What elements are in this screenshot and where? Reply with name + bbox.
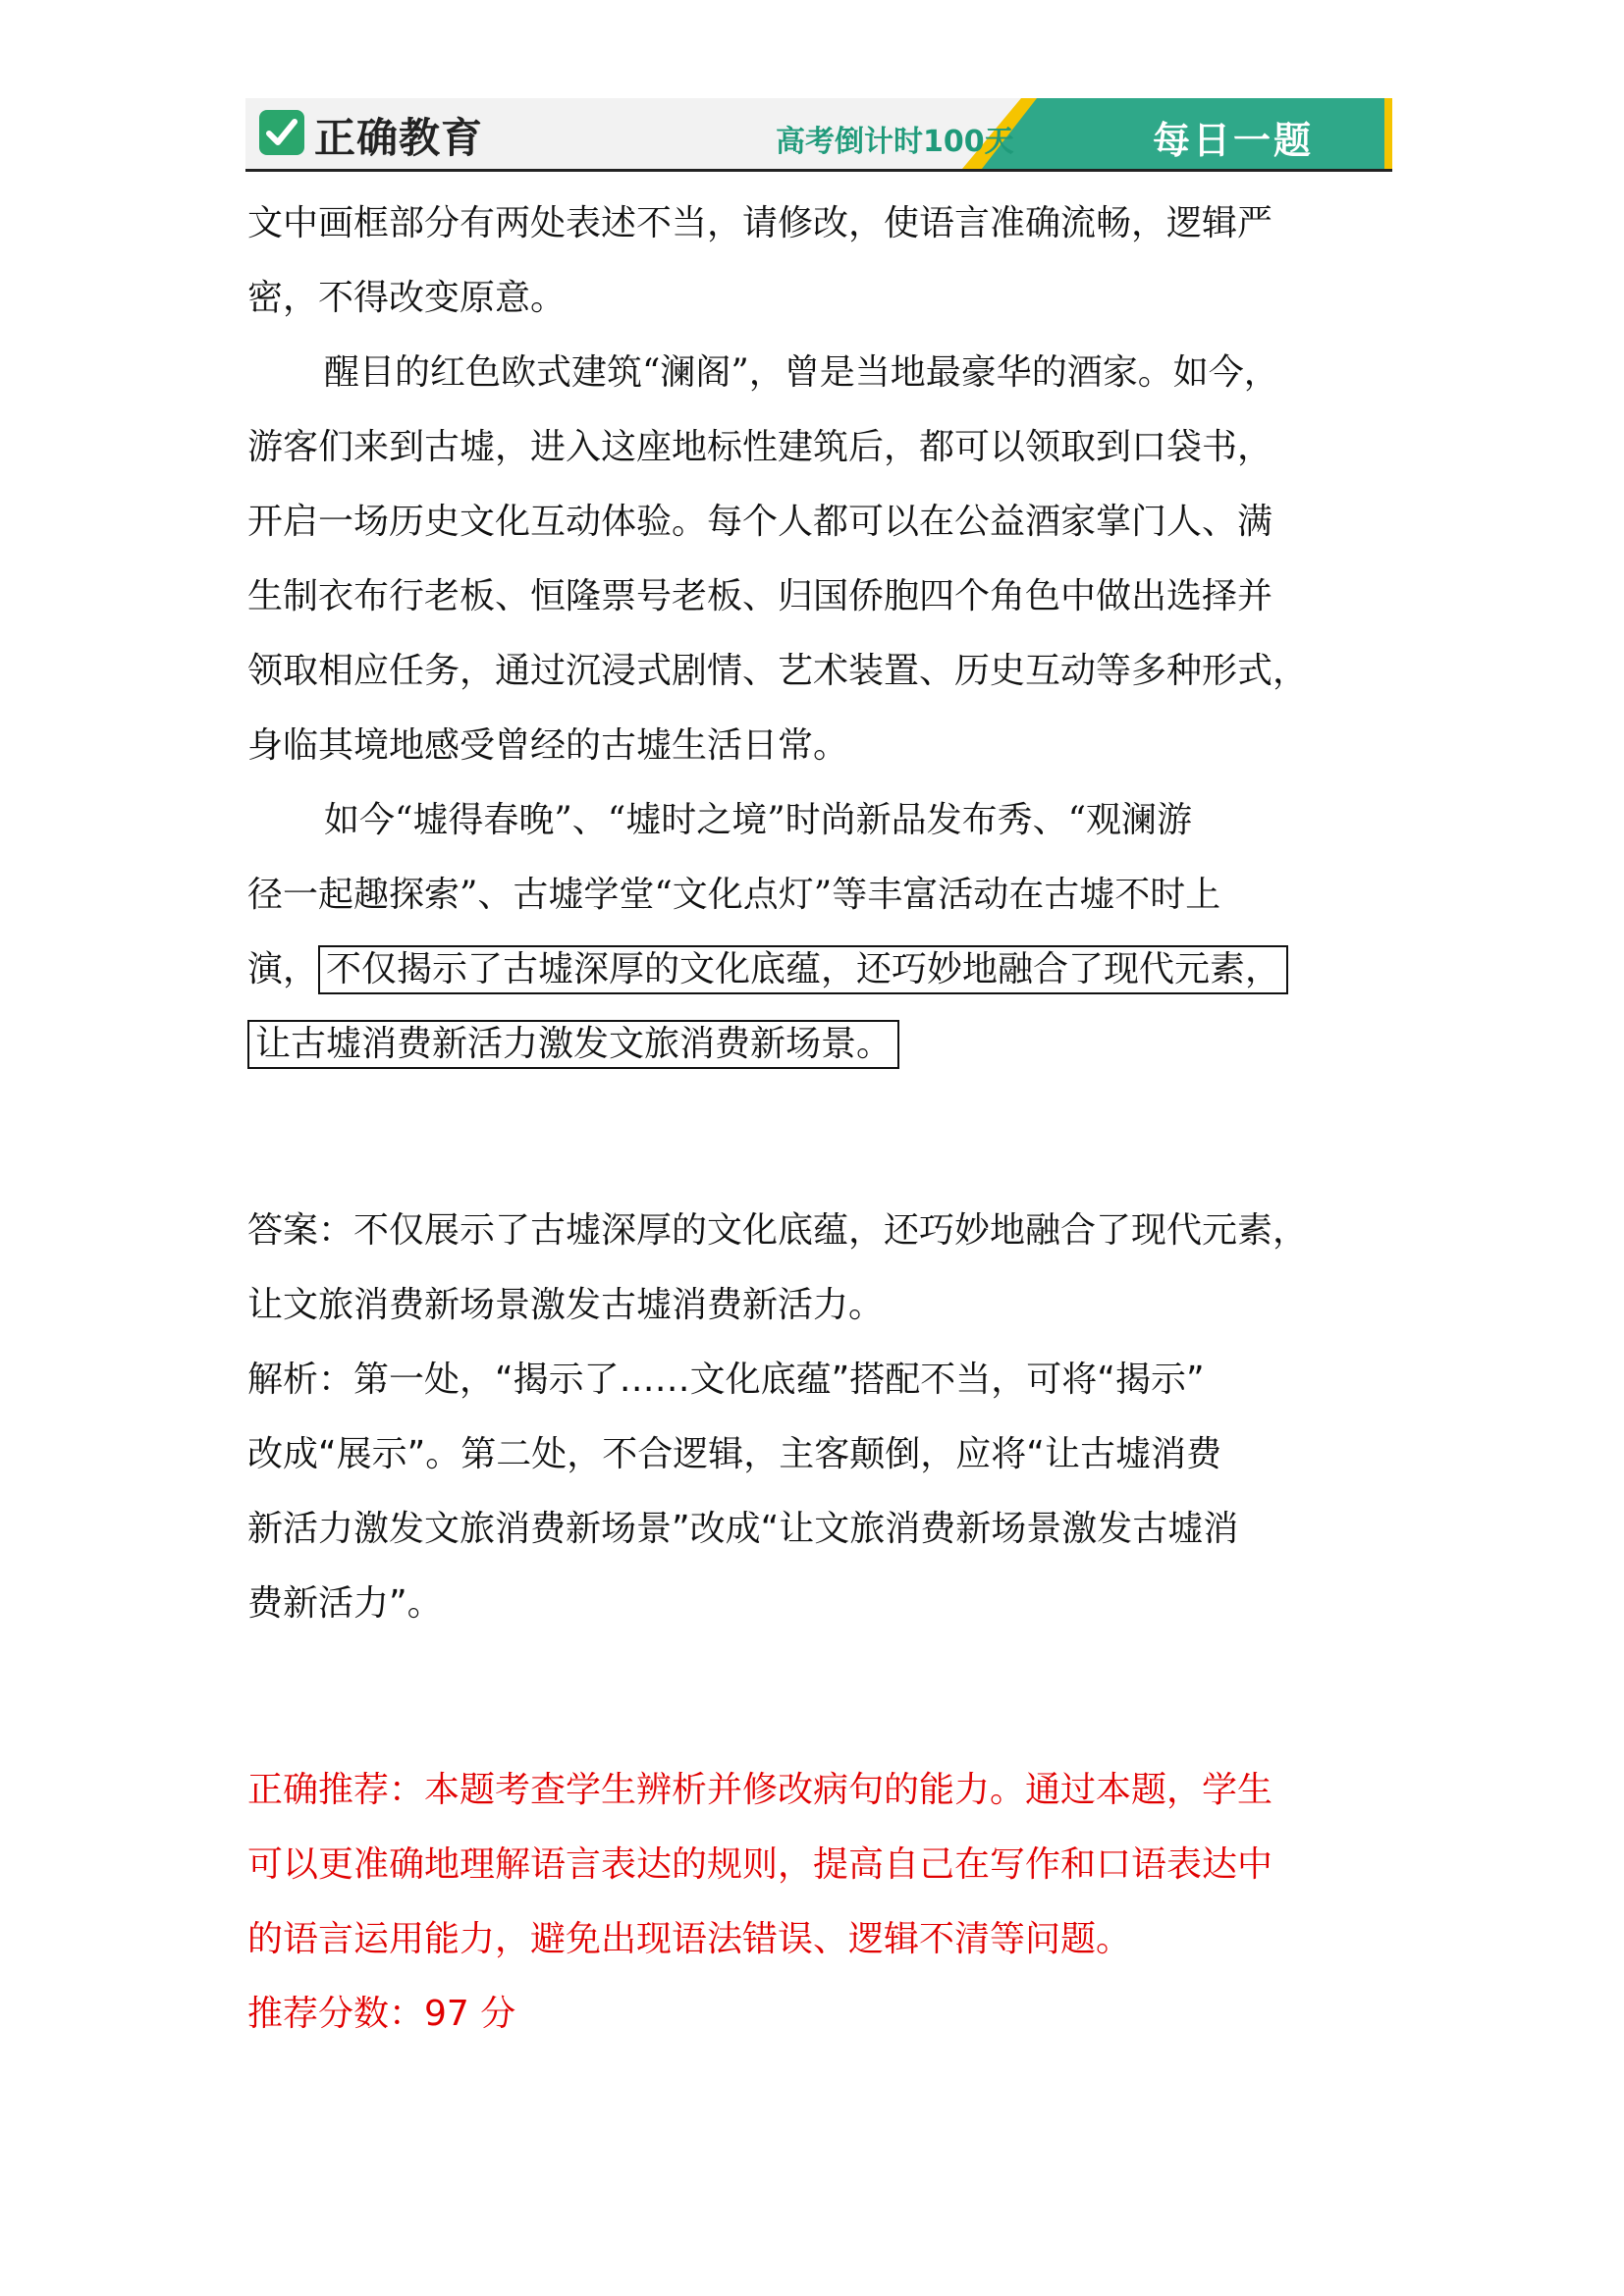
answer-line: 答案：不仅展示了古墟深厚的文化底蕴，还巧妙地融合了现代元素， — [247, 1210, 1309, 1251]
passage-line: 领取相应任务，通过沉浸式剧情、艺术装置、历史互动等多种形式， — [247, 651, 1309, 691]
recommend-score: 推荐分数：97 分 — [247, 1994, 516, 2034]
passage-line: 身临其境地感受曾经的古墟生活日常。 — [247, 725, 849, 766]
passage-line — [247, 933, 1406, 1007]
page-header — [245, 98, 1392, 171]
boxed-sentence-part-1: 不仅揭示了古墟深厚的文化底蕴，还巧妙地融合了现代元素， — [318, 945, 1288, 994]
passage-line — [247, 1007, 1406, 1082]
boxed-sentence-part-2: 让古墟消费新活力激发文旅消费新场景。 — [247, 1020, 899, 1069]
recommend-line: 可以更准确地理解语言表达的规则，提高自己在写作和口语表达中 — [247, 1844, 1273, 1885]
recommend-line: 正确推荐：本题考查学生辨析并修改病句的能力。通过本题，学生 — [247, 1770, 1273, 1810]
answer-line: 让文旅消费新场景激发古墟消费新活力。 — [247, 1285, 885, 1325]
analysis-line: 改成“展示”。第二处，不合逻辑，主客颠倒，应将“让古墟消费 — [247, 1434, 1221, 1474]
countdown-text: 高考倒计时100天 — [776, 125, 1014, 159]
daily-question-banner: 每日一题 — [1153, 119, 1315, 162]
document-body — [247, 187, 1406, 2052]
passage-line: 径一起趣探索”、古墟学堂“文化点灯”等丰富活动在古墟不时上 — [247, 875, 1221, 915]
brand-name: 正确教育 — [314, 114, 484, 162]
header-rule — [245, 169, 1392, 172]
prompt-line: 文中画框部分有两处表述不当，请修改，使语言准确流畅，逻辑严 — [247, 203, 1273, 243]
spacer — [247, 1082, 1406, 1194]
spacer — [247, 1641, 1406, 1753]
passage-line: 生制衣布行老板、恒隆票号老板、归国侨胞四个角色中做出选择并 — [247, 576, 1273, 616]
check-logo-icon — [259, 110, 304, 155]
passage-line: 游客们来到古墟，进入这座地标性建筑后，都可以领取到口袋书， — [247, 427, 1273, 467]
passage-line: 开启一场历史文化互动体验。每个人都可以在公益酒家掌门人、满 — [247, 502, 1273, 542]
passage-prefix: 演， — [247, 949, 319, 989]
analysis-line: 解析：第一处，“揭示了……文化底蕴”搭配不当，可将“揭示” — [247, 1360, 1205, 1400]
analysis-line: 费新活力”。 — [247, 1583, 443, 1624]
recommend-line: 的语言运用能力，避免出现语法错误、逻辑不清等问题。 — [247, 1919, 1132, 1959]
prompt-line: 密，不得改变原意。 — [247, 278, 567, 318]
analysis-line: 新活力激发文旅消费新场景”改成“让文旅消费新场景激发古墟消 — [247, 1509, 1239, 1549]
passage-line: 如今“墟得春晚”、“墟时之境”时尚新品发布秀、“观澜游 — [324, 800, 1193, 840]
passage-line: 醒目的红色欧式建筑“澜阁”，曾是当地最豪华的酒家。如今， — [324, 352, 1279, 393]
